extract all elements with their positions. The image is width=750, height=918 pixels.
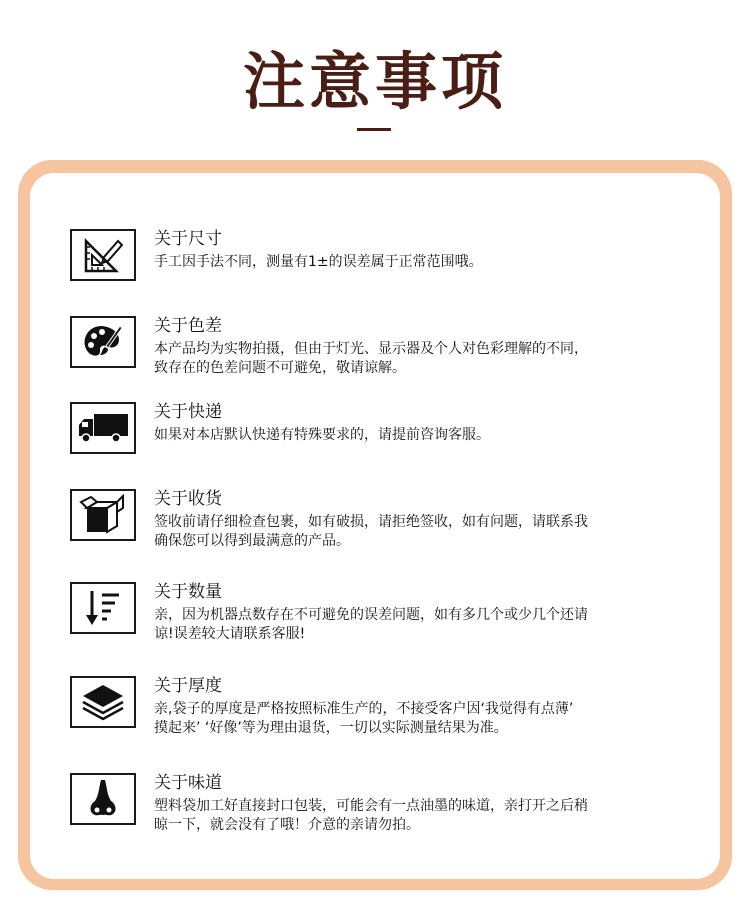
notice-item-smell — [70, 773, 720, 843]
notice-item-thickness — [70, 676, 720, 746]
notice-title: 关于尺寸 — [154, 229, 222, 249]
notice-title: 关于味道 — [154, 773, 222, 793]
notice-description: 签收前请仔细检查包裹，如有破损，请拒绝签收，如有问题，请联系我 确保您可以得到最满意的产品。 — [154, 514, 588, 549]
notice-description: 塑料袋加工好直接封口包装，可能会有一点油墨的味道，亲打开之后稍 晾一下，就会没有了哦！介意的亲请勿拍。 — [154, 798, 588, 833]
sort-descending-icon — [70, 582, 136, 634]
notice-description: 手工因手法不同，测量有1±的误差属于正常范围哦。 — [154, 254, 483, 270]
notice-item-quantity — [70, 582, 720, 652]
palette-icon — [70, 316, 136, 368]
notice-item-color — [70, 316, 720, 386]
ruler-triangle-icon — [70, 229, 136, 281]
nose-icon — [70, 773, 136, 825]
page-title: 注意事项 — [242, 45, 507, 118]
notice-title: 关于数量 — [154, 582, 222, 602]
notice-panel — [30, 173, 720, 879]
layers-icon — [70, 676, 136, 728]
notice-title: 关于色差 — [154, 316, 222, 336]
notice-item-shipping — [70, 402, 720, 472]
notice-item-receipt — [70, 489, 720, 559]
title-underline — [357, 128, 391, 131]
notice-title: 关于厚度 — [154, 676, 222, 696]
notice-title: 关于收货 — [154, 489, 222, 509]
delivery-truck-icon — [70, 402, 136, 454]
notice-item-size — [70, 229, 720, 299]
notice-description: 亲，因为机器点数存在不可避免的误差问题，如有多几个或少几个还请 谅!误差较大请联系客服! — [154, 607, 588, 642]
notice-description: 如果对本店默认快递有特殊要求的，请提前咨询客服。 — [154, 427, 490, 443]
package-box-icon — [70, 489, 136, 541]
notice-title: 关于快递 — [154, 402, 222, 422]
notice-description: 本产品均为实物拍摄，但由于灯光、显示器及个人对色彩理解的不同， 致存在的色差问题不可避免，敬请谅解。 — [154, 341, 588, 376]
notice-description: 亲,袋子的厚度是严格按照标准生产的，不接受客户因‘我觉得有点薄’ 摸起来’ ‘好像’等为理由退货，一切以实际测量结果为准。 — [154, 701, 574, 736]
